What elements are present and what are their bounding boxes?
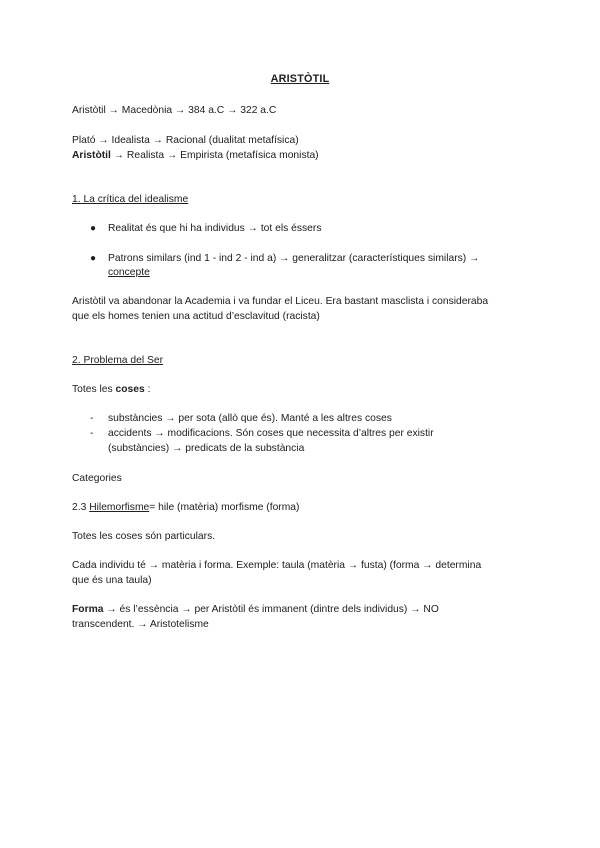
intro-line: Aristòtil → Macedònia → 384 a.C → 322 a.C — [72, 105, 277, 116]
bullet-2-icon: ● — [90, 253, 97, 264]
section1-heading: 1. La crítica del idealisme — [72, 194, 189, 205]
dash-2-text-line1: accidents → modificacions. Són coses que necessita d’altres per existir — [108, 428, 434, 439]
aristotil-bold: Aristòtil — [72, 150, 111, 161]
plato-line: Plató → Idealista → Racional (dualitat metafísica) — [72, 135, 299, 146]
hilemorfisme-line — [72, 500, 299, 515]
particulars-line: Totes les coses són particulars. — [72, 531, 216, 542]
totes-bold: coses — [115, 384, 145, 395]
hilemor-prefix: 2.3 — [72, 502, 90, 513]
forma-line1 — [72, 602, 439, 617]
totes-les-coses-line — [72, 382, 150, 397]
cada-individu-line1: Cada individu té → matèria i forma. Exemple: taula (matèria → fusta) (forma → determina — [72, 560, 482, 571]
categories-line: Categories — [72, 473, 122, 484]
section2-heading: 2. Problema del Ser — [72, 355, 164, 366]
bullet-1-icon: ● — [90, 223, 97, 234]
dash-2-icon: - — [90, 428, 94, 439]
section1-paragraph-line1: Aristòtil va abandonar la Academia i va fundar el Liceu. Era bastant masclista i consideraba — [72, 296, 489, 307]
forma-rest: → és l’essència → per Aristòtil és immanent (dintre dels individus) → NO — [103, 604, 439, 615]
dash-2-text-line2: (substàncies) → predicats de la substància — [108, 443, 305, 454]
bullet-2-text-line1: Patrons similars (ind 1 - ind 2 - ind a) → generalitzar (característiques similars) → — [108, 253, 480, 264]
aristotil-line — [72, 148, 319, 163]
dash-1-text: substàncies → per sota (allò que és). Manté a les altres coses — [108, 413, 392, 424]
hilemor-underlined: Hilemorfisme — [89, 502, 150, 513]
hilemor-rest: = hile (matèria) morfisme (forma) — [149, 502, 300, 513]
bullet-1-text: Realitat és que hi ha individus → tot els éssers — [108, 223, 322, 234]
bullet-2-text-line2: concepte — [108, 267, 150, 278]
aristotil-rest: → Realista → Empirista (metafísica monista) — [110, 150, 319, 161]
section1-paragraph-line2: que els homes tenien una actitud d’esclavitud (racista) — [72, 311, 320, 322]
forma-line2: transcendent. → Aristotelisme — [72, 619, 209, 630]
cada-individu-line2: que és una taula) — [72, 575, 152, 586]
forma-bold: Forma — [72, 604, 104, 615]
page-title: ARISTÒTIL — [270, 73, 330, 85]
totes-prefix: Totes les — [72, 384, 116, 395]
dash-1-icon: - — [90, 413, 94, 424]
totes-suffix: : — [144, 384, 151, 395]
